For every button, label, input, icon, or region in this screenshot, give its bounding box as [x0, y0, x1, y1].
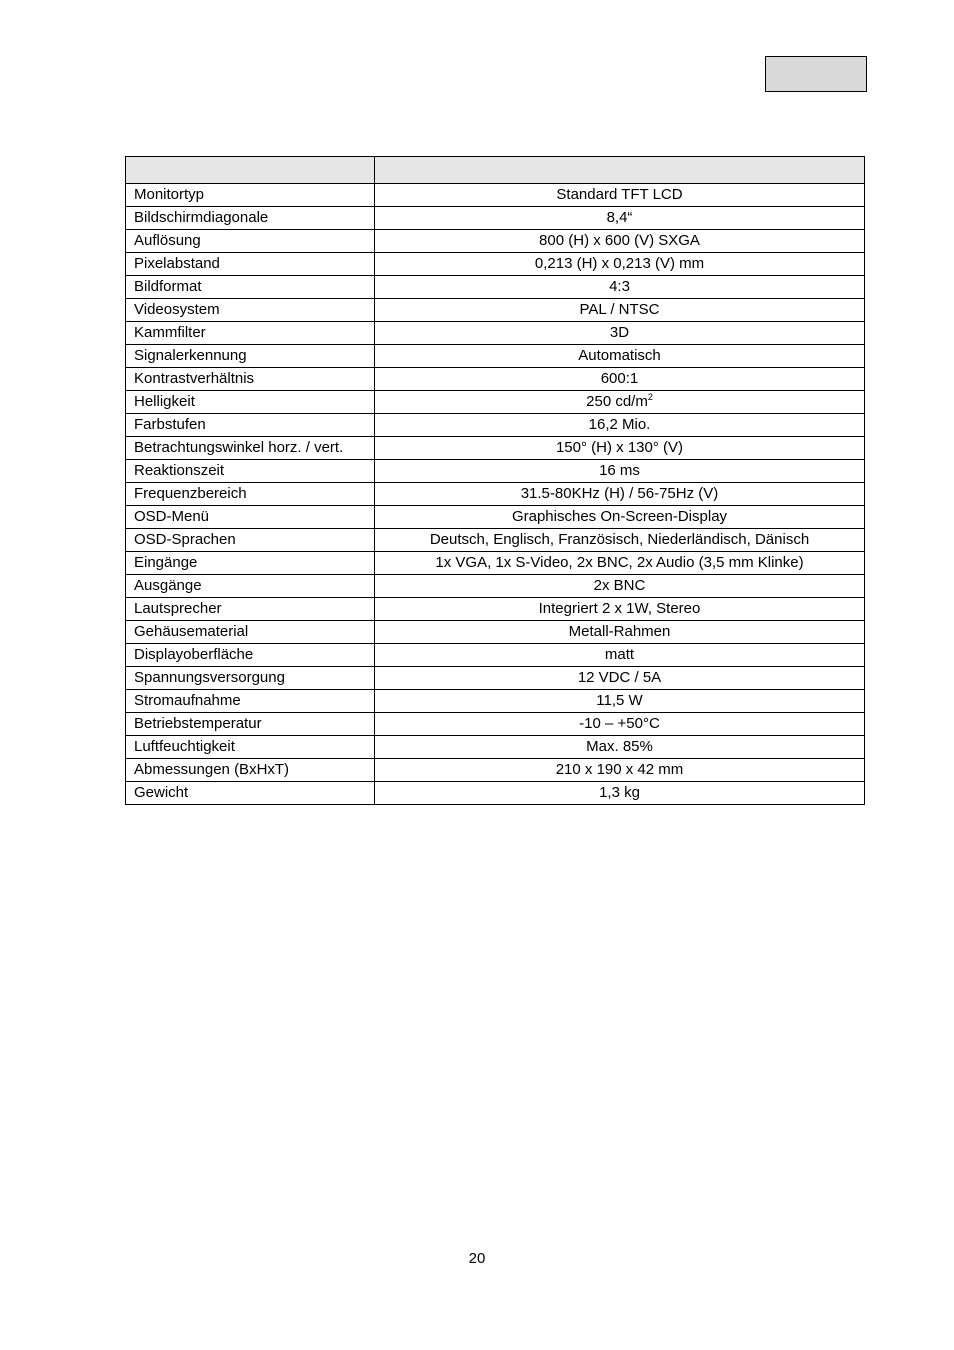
- table-row: [126, 253, 865, 276]
- table-row: [126, 414, 865, 437]
- spec-table-body: [126, 157, 865, 805]
- table-row: [126, 713, 865, 736]
- spec-value: Metall-Rahmen: [375, 621, 865, 644]
- table-row: [126, 299, 865, 322]
- spec-value: 210 x 190 x 42 mm: [375, 759, 865, 782]
- spec-label: Displayoberfläche: [126, 644, 375, 667]
- spec-label: Kontrastverhältnis: [126, 368, 375, 391]
- table-row: [126, 322, 865, 345]
- table-row: [126, 690, 865, 713]
- table-row: [126, 506, 865, 529]
- table-row: [126, 644, 865, 667]
- spec-value: 4:3: [375, 276, 865, 299]
- spec-label: OSD-Sprachen: [126, 529, 375, 552]
- spec-value: Graphisches On-Screen-Display: [375, 506, 865, 529]
- spec-value-superscript: 2: [647, 392, 653, 402]
- table-row: [126, 552, 865, 575]
- spec-label: Bildschirmdiagonale: [126, 207, 375, 230]
- spec-label: Kammfilter: [126, 322, 375, 345]
- table-row: [126, 782, 865, 805]
- spec-value: 11,5 W: [375, 690, 865, 713]
- spec-value: Integriert 2 x 1W, Stereo: [375, 598, 865, 621]
- spec-label: Reaktionszeit: [126, 460, 375, 483]
- spec-value: 16,2 Mio.: [375, 414, 865, 437]
- spec-label: Gehäusematerial: [126, 621, 375, 644]
- table-row: [126, 529, 865, 552]
- spec-value: Deutsch, Englisch, Französisch, Niederländisch, Dänisch: [375, 529, 865, 552]
- spec-value: 8,4“: [375, 207, 865, 230]
- spec-value: 2x BNC: [375, 575, 865, 598]
- table-header-cell-label: [126, 157, 375, 184]
- spec-label: Monitortyp: [126, 184, 375, 207]
- spec-value: 800 (H) x 600 (V) SXGA: [375, 230, 865, 253]
- header-language-box: [765, 56, 867, 92]
- spec-label: Auflösung: [126, 230, 375, 253]
- spec-label: Videosystem: [126, 299, 375, 322]
- spec-value: 12 VDC / 5A: [375, 667, 865, 690]
- spec-value: 0,213 (H) x 0,213 (V) mm: [375, 253, 865, 276]
- spec-table: [125, 156, 865, 805]
- table-row: [126, 391, 865, 414]
- table-row: [126, 759, 865, 782]
- table-row: [126, 230, 865, 253]
- spec-label: Bildformat: [126, 276, 375, 299]
- table-row: [126, 437, 865, 460]
- table-row: [126, 207, 865, 230]
- spec-value: Automatisch: [375, 345, 865, 368]
- spec-label: Signalerkennung: [126, 345, 375, 368]
- table-row: [126, 276, 865, 299]
- spec-label: Luftfeuchtigkeit: [126, 736, 375, 759]
- table-row: [126, 621, 865, 644]
- table-row: [126, 483, 865, 506]
- spec-label: Betrachtungswinkel horz. / vert.: [126, 437, 375, 460]
- table-row: [126, 575, 865, 598]
- spec-value: 600:1: [375, 368, 865, 391]
- spec-label: Spannungsversorgung: [126, 667, 375, 690]
- spec-value: [375, 391, 865, 414]
- spec-label: Frequenzbereich: [126, 483, 375, 506]
- spec-value: 31.5-80KHz (H) / 56-75Hz (V): [375, 483, 865, 506]
- spec-value: Max. 85%: [375, 736, 865, 759]
- table-row: [126, 368, 865, 391]
- spec-label: Stromaufnahme: [126, 690, 375, 713]
- table-row: [126, 345, 865, 368]
- spec-value: matt: [375, 644, 865, 667]
- table-row: [126, 184, 865, 207]
- spec-value: 3D: [375, 322, 865, 345]
- spec-label: Eingänge: [126, 552, 375, 575]
- spec-value: Standard TFT LCD: [375, 184, 865, 207]
- table-row: [126, 598, 865, 621]
- spec-label: Betriebstemperatur: [126, 713, 375, 736]
- spec-value: -10 – +50°C: [375, 713, 865, 736]
- table-row: [126, 736, 865, 759]
- page-number: 20: [468, 1250, 486, 1267]
- spec-value: 1x VGA, 1x S-Video, 2x BNC, 2x Audio (3,5 mm Klinke): [375, 552, 865, 575]
- spec-value: 1,3 kg: [375, 782, 865, 805]
- spec-label: Gewicht: [126, 782, 375, 805]
- table-row: [126, 667, 865, 690]
- spec-label: OSD-Menü: [126, 506, 375, 529]
- spec-label: Ausgänge: [126, 575, 375, 598]
- spec-value: 150° (H) x 130° (V): [375, 437, 865, 460]
- spec-label: Pixelabstand: [126, 253, 375, 276]
- spec-label: Farbstufen: [126, 414, 375, 437]
- table-header-row: [126, 157, 865, 184]
- spec-label: Lautsprecher: [126, 598, 375, 621]
- table-row: [126, 460, 865, 483]
- spec-value: 16 ms: [375, 460, 865, 483]
- spec-label: Helligkeit: [126, 391, 375, 414]
- spec-value: PAL / NTSC: [375, 299, 865, 322]
- table-header-cell-value: [375, 157, 865, 184]
- spec-value-text: 250 cd/m: [586, 393, 648, 410]
- spec-label: Abmessungen (BxHxT): [126, 759, 375, 782]
